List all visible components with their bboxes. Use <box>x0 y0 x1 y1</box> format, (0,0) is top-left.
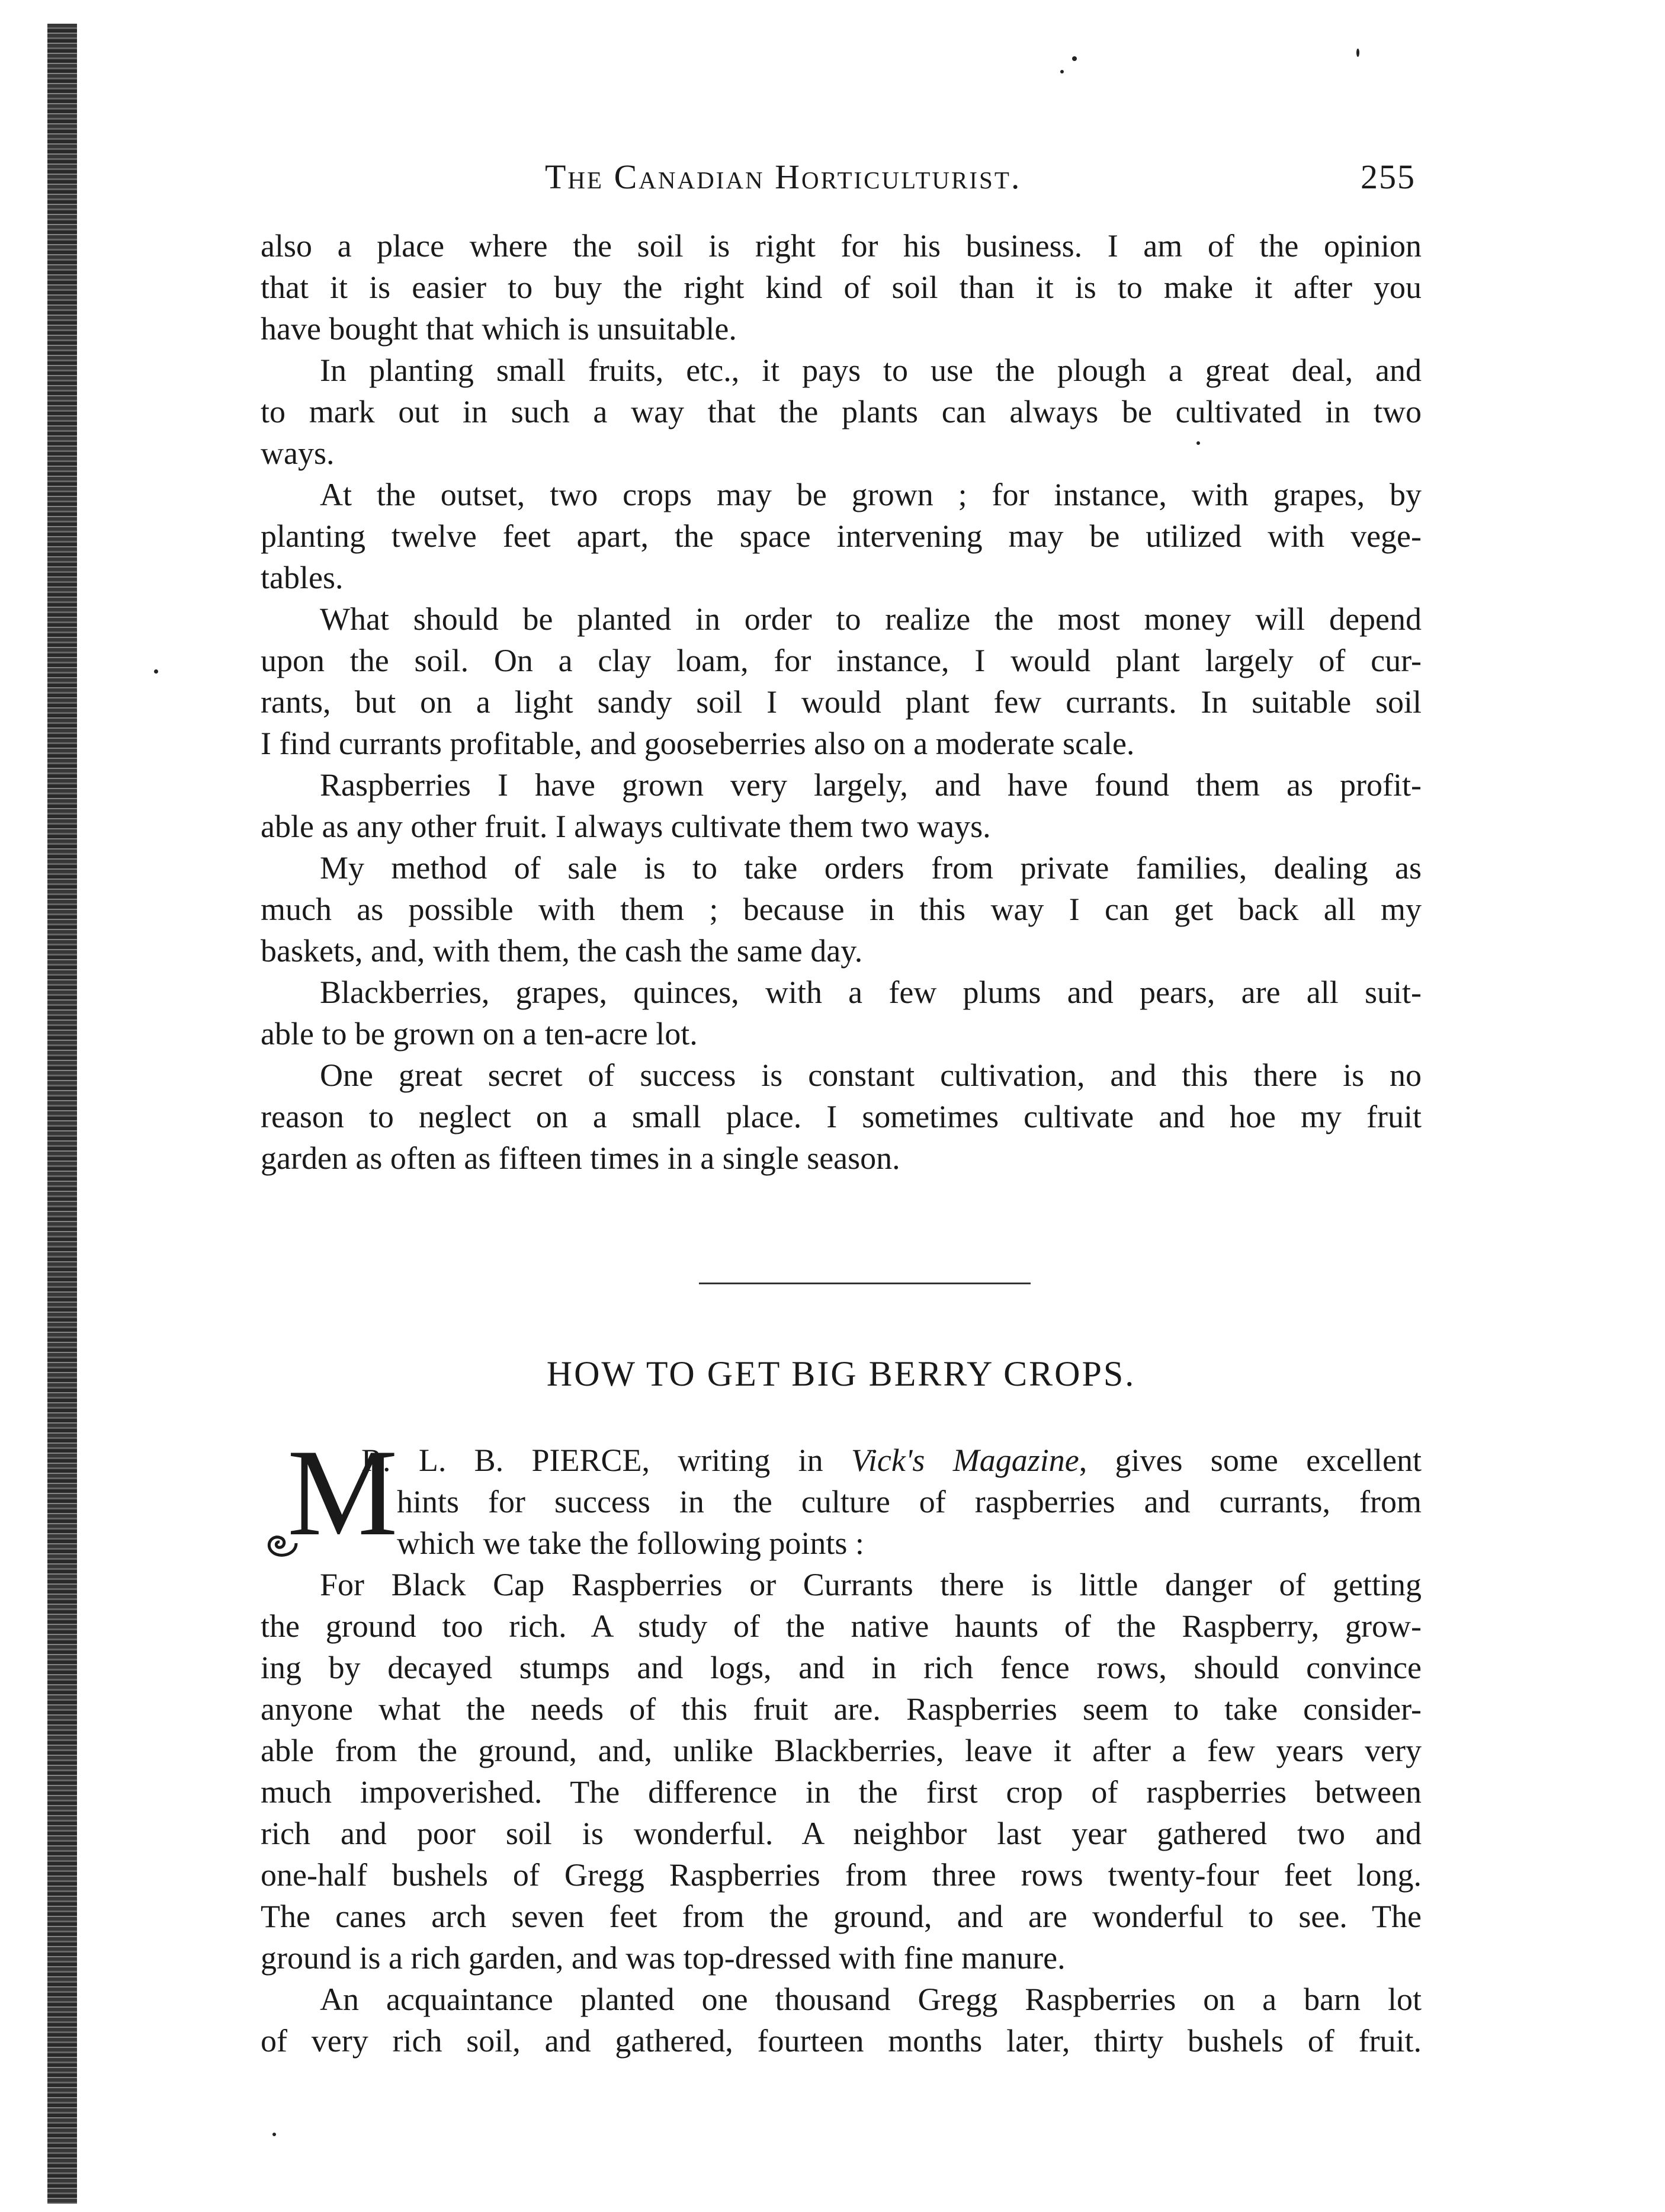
text-line: anyone what the needs of this fruit are. Raspberries seem to take consider- <box>261 1691 1422 1727</box>
text-line: have bought that which is unsuitable. <box>261 311 737 347</box>
text-line: ways. <box>261 435 335 471</box>
text-line: much impoverished. The difference in the first crop of raspberries between <box>261 1774 1422 1810</box>
text-line: tables. <box>261 560 344 595</box>
lead-text: R. L. B. PIERCE, writing in <box>361 1442 851 1478</box>
text-line: One great secret of success is constant cultivation, and this there is no <box>320 1057 1422 1093</box>
text-line: of very rich soil, and gathered, fourteen months later, thirty bushels of fruit. <box>261 2023 1422 2059</box>
text-line: able as any other fruit. I always cultivate them two ways. <box>261 809 991 844</box>
lead-line: hints for success in the culture of raspberries and currants, from <box>397 1484 1422 1519</box>
section-heading: HOW TO GET BIG BERRY CROPS. <box>546 1354 1136 1393</box>
drop-cap-letter: M <box>287 1424 398 1562</box>
section-divider-rule <box>699 1283 1031 1284</box>
text-line: that it is easier to buy the right kind of soil than it is to make it after you <box>261 270 1422 305</box>
text-line: ing by decayed stumps and logs, and in rich fence rows, should convince <box>261 1650 1422 1685</box>
running-title: The Canadian Horticulturist. <box>545 158 1022 196</box>
text-line: My method of sale is to take orders from private families, dealing as <box>320 850 1422 886</box>
article-continuation <box>261 225 1422 1179</box>
text-line: the ground too rich. A study of the native haunts of the Raspberry, grow- <box>261 1608 1422 1644</box>
scan-speck <box>1060 70 1064 73</box>
article-big-berry-crops <box>261 1424 1422 2062</box>
text-line: The canes arch seven feet from the ground, and are wonderful to see. The <box>261 1899 1422 1934</box>
scan-speck <box>1356 49 1359 57</box>
text-line: also a place where the soil is right for his business. I am of the opinion <box>261 228 1422 264</box>
text-line: planting twelve feet apart, the space intervening may be utilized with vege- <box>261 518 1422 554</box>
drop-cap-flourish-icon <box>261 1522 302 1572</box>
page-number: 255 <box>1361 158 1416 196</box>
text-line: rants, but on a light sandy soil I would plant few currants. In suitable soil <box>261 684 1422 720</box>
scan-speck <box>1072 56 1077 61</box>
text-line: ground is a rich garden, and was top-dressed with fine manure. <box>261 1940 1066 1976</box>
lead-line: which we take the following points : <box>397 1525 864 1561</box>
text-line: rich and poor soil is wonderful. A neighbor last year gathered two and <box>261 1816 1422 1851</box>
text-line: able from the ground, and, unlike Blackberries, leave it after a few years very <box>261 1733 1422 1768</box>
text-line: able to be grown on a ten-acre lot. <box>261 1016 698 1051</box>
text-line: I find currants profitable, and gooseberries also on a moderate scale. <box>261 726 1135 761</box>
text-line: For Black Cap Raspberries or Currants there is little danger of getting <box>320 1567 1422 1602</box>
text-line: In planting small fruits, etc., it pays to use the plough a great deal, and <box>320 352 1422 388</box>
text-line: to mark out in such a way that the plants can always be cultivated in two <box>261 394 1422 429</box>
text-line: upon the soil. On a clay loam, for instance, I would plant largely of cur- <box>261 643 1422 678</box>
text-line: Raspberries I have grown very largely, and have found them as profit- <box>320 767 1422 803</box>
lead-line <box>261 1440 1422 1481</box>
text-line: much as possible with them ; because in this way I can get back all my <box>261 892 1422 927</box>
magazine-title: Vick's Magazine <box>851 1442 1079 1478</box>
text-line: baskets, and, with them, the cash the same day. <box>261 933 863 969</box>
text-line: What should be planted in order to realize the most money will depend <box>320 601 1422 637</box>
drop-cap <box>261 1424 398 1576</box>
text-line: Blackberries, grapes, quinces, with a few plums and pears, are all suit- <box>320 974 1422 1010</box>
text-line: garden as often as fifteen times in a single season. <box>261 1140 900 1176</box>
text-line: An acquaintance planted one thousand Gregg Raspberries on a barn lot <box>320 1982 1422 2017</box>
scan-speck <box>154 669 158 674</box>
page-header <box>261 157 1416 210</box>
scanned-binding-edge <box>47 24 77 2204</box>
scan-speck <box>272 2133 276 2136</box>
text-line: one-half bushels of Gregg Raspberries from three rows twenty-four feet long. <box>261 1857 1422 1893</box>
lead-text: , gives some excellent <box>1079 1442 1422 1478</box>
text-line: At the outset, two crops may be grown ; for instance, with grapes, by <box>320 477 1422 512</box>
text-line: reason to neglect on a small place. I sometimes cultivate and hoe my fruit <box>261 1099 1422 1134</box>
